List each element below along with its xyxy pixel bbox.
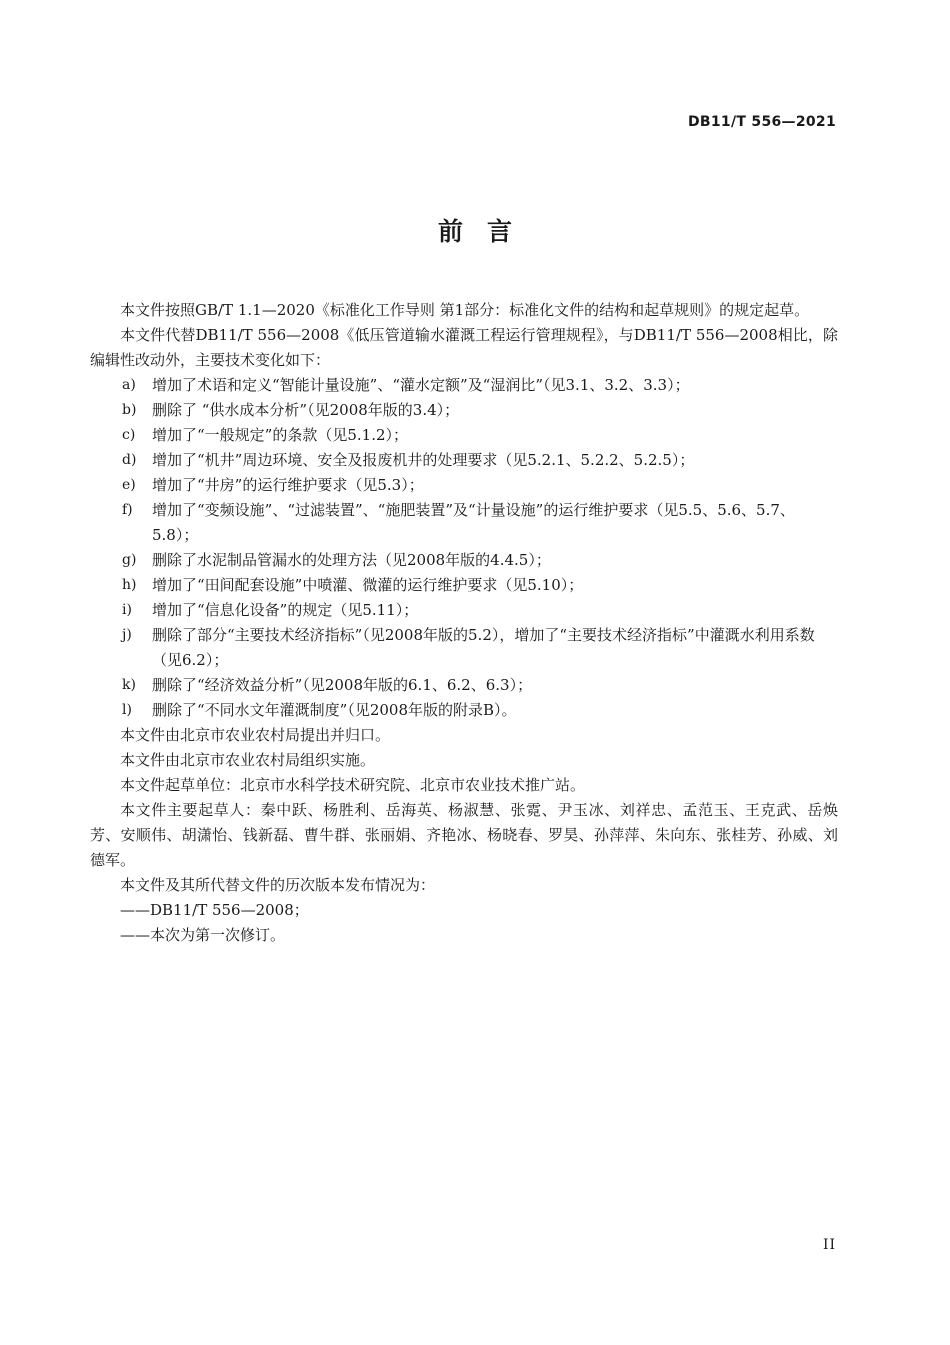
list-marker: l) xyxy=(122,702,132,718)
list-marker: h) xyxy=(122,577,137,593)
list-item xyxy=(90,598,838,623)
list-marker: b) xyxy=(122,402,137,418)
list-item-text: 增加了“一般规定”的条款（见5.1.2）； xyxy=(152,426,409,444)
list-marker: e) xyxy=(122,477,136,493)
list-item xyxy=(90,373,838,398)
drafting-units-paragraph: 本文件起草单位：北京市水科学技术研究院、北京市农业技术推广站。 xyxy=(120,776,586,794)
list-item xyxy=(90,473,838,498)
list-marker: j) xyxy=(122,627,132,643)
list-item xyxy=(90,573,838,598)
list-marker: a) xyxy=(122,377,136,393)
list-item-text: 删除了“不同水文年灌溉制度”（见2008年版的附录B）。 xyxy=(152,701,517,719)
history-intro-paragraph: 本文件及其所代替文件的历次版本发布情况为： xyxy=(120,876,436,894)
history-item: ——DB11/T 556—2008； xyxy=(120,901,309,919)
list-item-text: 增加了“田间配套设施”中喷灌、微灌的运行维护要求（见5.10）； xyxy=(152,576,584,594)
list-item-text: 删除了水泥制品管漏水的处理方法（见2008年版的4.4.5）； xyxy=(152,551,551,569)
intro-paragraph: 本文件按照GB/T 1.1—2020《标准化工作导则 第1部分：标准化文件的结构和起草规则》的规定起草。 xyxy=(120,301,810,319)
list-item-text: 删除了 “供水成本分析”（见2008年版的3.4）； xyxy=(152,401,460,419)
list-item-text: 增加了“井房”的运行维护要求（见5.3）； xyxy=(152,476,424,494)
list-item xyxy=(90,673,838,698)
replacement-paragraph: 本文件代替DB11/T 556—2008《低压管道输水灌溉工程运行管理规程》，与DB11/T 556—2008相比，除编辑性改动外，主要技术变化如下： xyxy=(90,326,838,369)
page-number: II xyxy=(822,1237,836,1253)
list-item-text: 删除了部分“主要技术经济指标”（见2008年版的5.2），增加了“主要技术经济指标”中灌溉水利用系数（见6.2）； xyxy=(152,626,815,669)
changes-list xyxy=(90,373,838,723)
drafters-paragraph: 本文件主要起草人：秦中跃、杨胜利、岳海英、杨淑慧、张霓、尹玉冰、刘祥忠、孟范玉、王克武、岳焕芳、安顺伟、胡潇怡、钱新磊、曹牛群、张丽娟、齐艳冰、杨晓春、罗昊、孙萍萍、朱向东、张桂芳、孙威、刘德军。 xyxy=(90,801,838,869)
list-item-text: 增加了术语和定义“智能计量设施”、“灌水定额”及“湿润比”（见3.1、3.2、3.3）； xyxy=(152,376,690,394)
list-item-text: 增加了“信息化设备”的规定（见5.11）； xyxy=(152,601,419,619)
preface-body xyxy=(90,298,838,948)
list-marker: g) xyxy=(122,552,137,568)
list-marker: c) xyxy=(122,427,136,443)
list-marker: i) xyxy=(122,602,132,618)
list-marker: f) xyxy=(122,502,133,518)
proposer-paragraph: 本文件由北京市农业农村局提出并归口。 xyxy=(120,726,391,744)
list-item xyxy=(90,623,838,673)
list-marker: k) xyxy=(122,677,136,693)
page-title: 前言 xyxy=(437,217,536,246)
implementer-paragraph: 本文件由北京市农业农村局组织实施。 xyxy=(120,751,376,769)
list-item xyxy=(90,698,838,723)
list-item xyxy=(90,398,838,423)
list-item-text: 删除了“经济效益分析”（见2008年版的6.1、6.2、6.3）； xyxy=(152,676,533,694)
list-item xyxy=(90,423,838,448)
list-item-text: 增加了“变频设施”、“过滤装置”、“施肥装置”及“计量设施”的运行维护要求（见5.5、5.6、5.7、5.8）； xyxy=(152,501,795,544)
list-item xyxy=(90,448,838,473)
list-item-text: 增加了“机井”周边环境、安全及报废机井的处理要求（见5.2.1、5.2.2、5.2.5）； xyxy=(152,451,695,469)
history-item: ——本次为第一次修订。 xyxy=(120,926,286,944)
list-item xyxy=(90,498,838,548)
list-item xyxy=(90,548,838,573)
list-marker: d) xyxy=(122,452,137,468)
document-code: DB11/T 556—2021 xyxy=(688,114,836,130)
